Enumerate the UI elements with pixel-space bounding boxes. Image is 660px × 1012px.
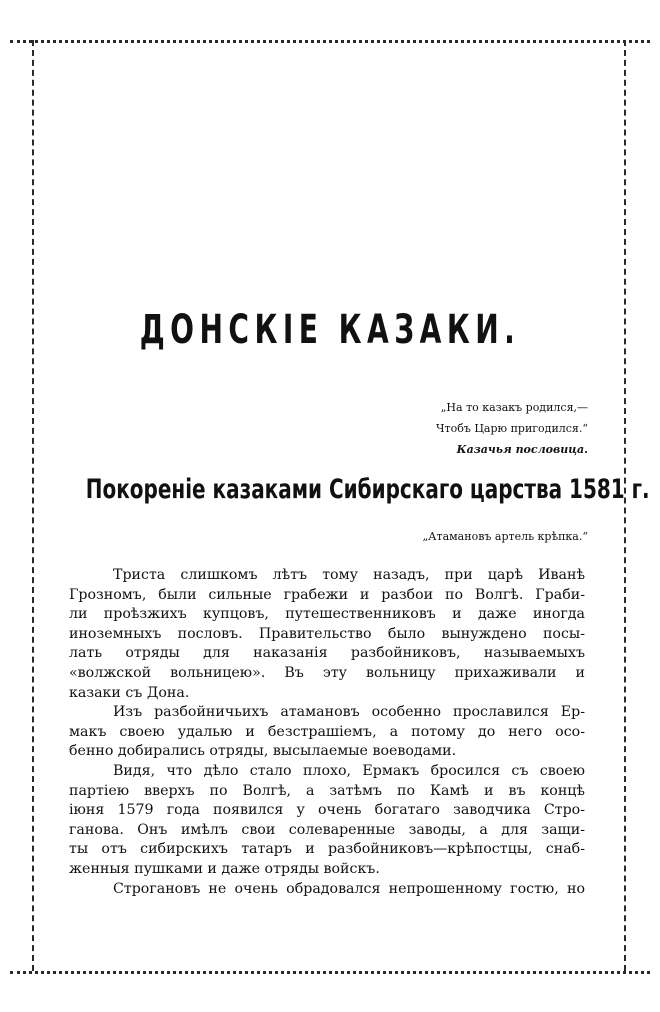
text-line: «волжской вольницею». Въ эту вольницу приxаживали и xyxy=(69,664,585,681)
text-line: ты отъ сибирскихъ татаръ и разбойниковъ—крѣпостцы, снаб- xyxy=(69,841,585,858)
text-line: казаки съ Дона. xyxy=(69,684,190,701)
text-line: iюня 1579 года появился у очень богатаго заводчика Стро- xyxy=(69,802,585,819)
text-line: Видя, что дѣло стало плохо, Ермакъ бросился съ своею xyxy=(113,762,585,779)
paragraph xyxy=(69,566,585,703)
section-title: Покоренiе казаками Сибирскаго царства 1581 г. xyxy=(85,474,650,505)
section-motto: „Атамановъ артель крѣпка.“ xyxy=(422,530,588,543)
text-line: Грозномъ, были сильные грабежи и разбои по Волгѣ. Граби- xyxy=(69,586,585,603)
text-line: Изъ разбойничьихъ атамановъ особенно прославился Ер- xyxy=(113,704,585,721)
epigraph-line: „На то казакъ родился,— xyxy=(440,401,588,414)
page-frame-left xyxy=(32,40,34,971)
epigraph-source: Казачья пословица. xyxy=(456,443,588,456)
text-line: иноземныхъ пословъ. Правительство было вынуждено посы- xyxy=(69,625,585,642)
text-line: ли проѣзжихъ купцовъ, путешественниковъ и даже иногда xyxy=(69,606,585,623)
text-line: бенно добирались отряды, высылаемые воеводами. xyxy=(69,743,457,760)
body-text xyxy=(69,566,585,899)
page-frame-bottom xyxy=(10,971,650,974)
epigraph xyxy=(436,397,588,460)
paragraph xyxy=(69,880,585,900)
epigraph-line: Чтобъ Царю пригодился.“ xyxy=(436,422,588,435)
page-title: ДОНСКIЕ КАЗАКИ. xyxy=(139,307,521,353)
text-line: ганова. Онъ имѣлъ свои солеваренные заводы, а для защи- xyxy=(69,821,585,838)
page-frame-right xyxy=(624,40,626,971)
paragraph xyxy=(69,703,585,762)
text-line: женныя пушками и даже отряды войскъ. xyxy=(69,860,380,877)
page-frame-top xyxy=(10,40,650,43)
text-line: Строгановъ не очень обрадовался непрошенному гостю, но xyxy=(113,880,585,897)
text-line: Триста слишкомъ лѣтъ тому назадъ, при царѣ Иванѣ xyxy=(113,567,585,583)
text-line: макъ своею удалью и безстрашiемъ, а потому до него осо- xyxy=(69,723,585,740)
text-line: партiею вверхъ по Волгѣ, а затѣмъ по Камѣ и въ концѣ xyxy=(69,782,585,799)
text-line: лать отряды для наказанiя разбойниковъ, называемыхъ xyxy=(69,645,585,662)
paragraph xyxy=(69,762,585,880)
